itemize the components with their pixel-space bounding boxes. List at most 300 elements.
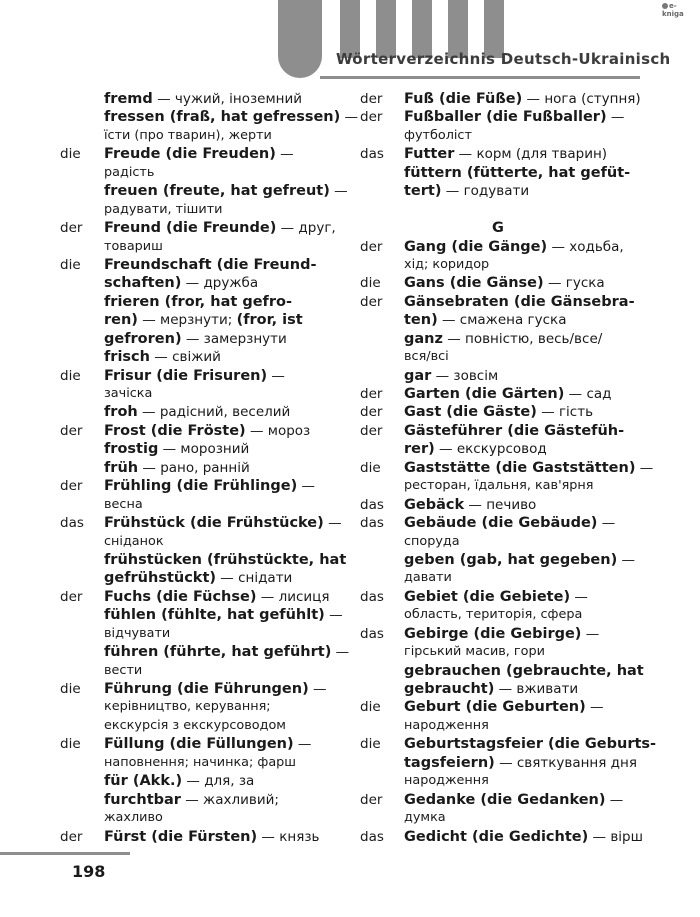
headword: Garten (die Gärten) [404, 386, 565, 402]
translation: радість [104, 164, 155, 180]
dictionary-line [360, 127, 660, 145]
entry-text [404, 293, 635, 311]
dictionary-line [360, 680, 660, 698]
translation: керівництво, керування; [104, 699, 271, 715]
headword: furchtbar [104, 791, 181, 808]
article: der [60, 828, 83, 845]
entry-text [404, 735, 656, 753]
translation: — святкування дня [494, 754, 637, 771]
dictionary-line [360, 717, 660, 735]
translation: жахливо [104, 810, 163, 826]
article: die [60, 146, 81, 163]
headword: Freude (die Freuden) [104, 146, 276, 163]
article: der [60, 220, 83, 237]
entry-text [404, 422, 624, 440]
translation: — [581, 625, 600, 642]
translation: — [293, 736, 312, 753]
dictionary-line [360, 385, 660, 403]
entry-text [404, 588, 588, 606]
headword: ren) [104, 312, 138, 329]
article: der [360, 386, 383, 402]
dictionary-line [360, 422, 660, 440]
entry-text [404, 643, 545, 661]
headword: geben (gab, hat gegeben) [404, 551, 618, 568]
article: die [360, 275, 381, 292]
headword: Fuchs (die Füchse) [104, 588, 257, 605]
translation: весна [104, 496, 143, 512]
entry-text [104, 662, 142, 680]
translation: — мерзнути; [137, 312, 237, 329]
dictionary-line [60, 459, 340, 477]
entry-text [404, 330, 602, 348]
entry-text [404, 514, 615, 532]
translation: — [267, 367, 285, 384]
entry-text [404, 348, 449, 366]
dictionary-line [60, 717, 340, 735]
entry-text [404, 477, 593, 495]
dictionary-line [60, 680, 340, 698]
entry-text [104, 625, 170, 643]
headword: rer) [404, 441, 435, 458]
translation: — дружба [181, 275, 259, 292]
article: das [60, 515, 84, 532]
headword: frieren (fror, hat gefro- [104, 293, 292, 310]
translation: наповнення; начинка; фарш [104, 754, 297, 770]
headword: Gedicht (die Gedichte) [404, 828, 589, 845]
entry-text [104, 643, 349, 661]
entry-text [404, 606, 582, 624]
headword: Frühstück (die Frühstücke) [104, 515, 324, 532]
dictionary-line [60, 164, 340, 182]
translation: — [340, 109, 359, 126]
dictionary-line [360, 828, 660, 846]
entry-text [104, 90, 302, 108]
headword: Fuß (die Füße) [404, 91, 523, 107]
entry-text [404, 256, 489, 274]
dictionary-line [360, 311, 660, 329]
dictionary-line [60, 311, 340, 329]
translation: — радісний, веселий [137, 404, 291, 421]
entry-text [104, 108, 358, 126]
entry-text [404, 385, 612, 403]
headword: Gänsebraten (die Gänsebra- [404, 293, 635, 310]
article: die [60, 736, 81, 753]
dictionary-line [360, 440, 660, 458]
entry-text [104, 828, 319, 846]
headword: Gans (die Gänse) [404, 275, 544, 292]
translation: — [324, 607, 343, 624]
translation: народження [404, 773, 489, 789]
headword: Gebiet (die Gebiete) [404, 588, 571, 605]
article: der [60, 588, 83, 605]
entry-text [404, 182, 529, 200]
translation: — [275, 146, 294, 163]
headword: füttern (fütterte, hat gefüt- [404, 164, 631, 181]
dictionary-line [360, 238, 660, 256]
entry-text [404, 754, 637, 772]
translation: — [606, 109, 625, 126]
dictionary-line [60, 145, 340, 163]
dictionary-line [360, 791, 660, 809]
right-column [360, 90, 660, 846]
dictionary-line [60, 108, 359, 126]
entry-text [404, 108, 624, 126]
headword: tert) [404, 183, 442, 200]
translation: — жахливий; [180, 791, 279, 808]
translation: — друг, [276, 220, 336, 237]
translation: — [635, 459, 654, 476]
translation: — свіжий [149, 349, 221, 366]
translation: зачіска [104, 386, 153, 401]
entry-text [404, 274, 605, 292]
headword: gefrühstückt) [104, 570, 216, 587]
dictionary-line [60, 422, 340, 440]
dictionary-line [360, 367, 660, 385]
headword: frostig [104, 441, 159, 458]
dictionary-line [60, 256, 340, 274]
dictionary-line [360, 569, 660, 587]
dictionary-line [60, 754, 340, 772]
dictionary-line [360, 403, 660, 421]
article: der [360, 238, 383, 255]
translation: — гість [536, 404, 594, 421]
dictionary-line [60, 238, 340, 256]
entry-text [104, 367, 285, 385]
article: die [60, 256, 81, 273]
translation: — сад [564, 386, 612, 402]
dictionary-line [60, 662, 340, 680]
dictionary-line [60, 606, 343, 624]
entry-text [104, 145, 294, 163]
dictionary-line [360, 164, 660, 182]
entry-text [104, 311, 303, 329]
translation: вести [104, 662, 143, 678]
left-column [60, 90, 359, 846]
translation: — чужий, іноземний [152, 91, 303, 107]
article: die [360, 699, 381, 716]
entry-text [404, 145, 607, 163]
headword: gar [404, 367, 432, 384]
translation: — князь [257, 828, 320, 845]
dictionary-line [60, 367, 340, 385]
dictionary-line [360, 348, 660, 366]
dictionary-line [60, 219, 340, 237]
headword: Fußballer (die Fußballer) [404, 109, 607, 126]
dictionary-line [360, 108, 660, 126]
entry-text [404, 809, 446, 827]
article: die [360, 459, 381, 476]
headword: fressen (fraß, hat gefressen) [104, 109, 341, 126]
translation: — рано, ранній [138, 459, 250, 476]
headword: Gast (die Gäste) [404, 404, 537, 421]
entry-text [104, 514, 342, 532]
dictionary-line [60, 477, 340, 495]
translation: — [617, 551, 635, 568]
headword: Geburtstagsfeier (die Geburts- [404, 736, 657, 753]
translation: — годувати [441, 183, 530, 200]
entry-text [104, 403, 290, 421]
translation: — [605, 791, 624, 808]
translation: — [585, 699, 604, 716]
dictionary-line [360, 533, 660, 551]
entry-text [104, 440, 249, 458]
dictionary-line [360, 477, 660, 495]
dictionary-line [60, 348, 340, 366]
headword: Gaststätte (die Gaststätten) [404, 459, 636, 476]
headword: Geburt (die Geburten) [404, 699, 586, 716]
headword: gefroren) [104, 330, 182, 347]
dictionary-line [60, 625, 340, 643]
dictionary-line [360, 496, 660, 514]
translation: футболіст [404, 127, 472, 143]
headword: Gästeführer (die Gästefüh- [404, 422, 625, 439]
headword: Gebirge (die Gebirge) [404, 625, 582, 642]
headword: Fürst (die Fürsten) [104, 828, 258, 845]
entry-text [104, 754, 296, 772]
entry-text [104, 791, 279, 809]
section-letter-label: G [492, 220, 504, 237]
dictionary-line [60, 127, 340, 145]
entry-text [104, 680, 327, 698]
dictionary-line [60, 772, 340, 790]
translation: — для, за [182, 773, 255, 790]
article: die [360, 736, 381, 753]
dictionary-line [60, 274, 340, 292]
translation: їсти (про тварин), жерти [104, 127, 272, 143]
entry-text [404, 698, 604, 716]
entry-text [404, 772, 489, 790]
headword: Gang (die Gänge) [404, 238, 548, 255]
translation: хід; коридор [404, 256, 490, 272]
dictionary-line [60, 828, 340, 846]
headword: gebrauchen (gebrauchte, hat [404, 662, 644, 679]
entry-text [104, 459, 250, 477]
article: die [60, 367, 81, 384]
article: der [60, 422, 83, 439]
translation: гірський масив, гори [404, 644, 545, 660]
translation: споруда [404, 533, 460, 549]
article: das [360, 828, 384, 845]
article: das [360, 515, 384, 532]
headword: Freundschaft (die Freund- [104, 256, 317, 273]
entry-text [404, 533, 460, 551]
headword: Führung (die Führungen) [104, 681, 309, 697]
dictionary-line [360, 625, 660, 643]
header-tab-large [278, 0, 322, 78]
dictionary-line [360, 551, 660, 569]
headword: ganz [404, 330, 443, 347]
dictionary-line [360, 274, 660, 292]
logo-icon [662, 3, 668, 9]
translation: — [297, 478, 315, 495]
dictionary-line [60, 569, 340, 587]
entry-text [104, 735, 311, 753]
dictionary-line [360, 772, 660, 790]
entry-text [104, 274, 258, 292]
dictionary-line [60, 440, 340, 458]
headword: (fror, ist [236, 312, 303, 329]
entry-text [104, 551, 346, 569]
translation: — [308, 681, 327, 697]
header-divider [320, 76, 640, 79]
translation: — [331, 644, 350, 661]
headword: fühlen (fühlte, hat gefühlt) [104, 607, 325, 624]
dictionary-line [60, 496, 340, 514]
entry-text [104, 127, 272, 145]
dictionary-line [360, 735, 660, 753]
translation: — смажена гуска [437, 312, 567, 329]
article: das [360, 625, 384, 642]
headword: gebraucht) [404, 681, 495, 697]
dictionary-line [60, 698, 340, 716]
entry-text [104, 385, 152, 403]
dictionary-line [60, 293, 340, 311]
headword: Frost (die Fröste) [104, 422, 246, 439]
translation: — ходьба, [547, 238, 624, 255]
translation: думка [404, 810, 446, 826]
dictionary-line [60, 791, 340, 809]
translation: вся/всі [404, 349, 449, 365]
translation: ресторан, їдальня, кав'ярня [404, 478, 594, 494]
article: das [360, 496, 384, 513]
article: der [360, 293, 383, 310]
dictionary-line [360, 754, 660, 772]
dictionary-line [360, 698, 660, 716]
headword: Füllung (die Füllungen) [104, 736, 294, 753]
translation: область, територія, сфера [404, 607, 583, 623]
dictionary-line [60, 201, 340, 219]
translation: товариш [104, 238, 163, 254]
dictionary-line [360, 330, 660, 348]
headword: Freund (die Freunde) [104, 220, 277, 237]
entry-text [404, 311, 566, 329]
dictionary-line [360, 90, 660, 108]
entry-text [104, 809, 163, 827]
page-title: Wörterverzeichnis Deutsch-Ukrainisch [336, 50, 671, 68]
headword: Gebäude (die Gebäude) [404, 515, 598, 532]
entry-text [104, 293, 292, 311]
entry-text [104, 348, 221, 366]
translation: — печиво [464, 496, 537, 513]
dictionary-line [60, 330, 340, 348]
entry-text [104, 772, 254, 790]
entry-text [104, 588, 329, 606]
article: der [360, 404, 383, 421]
section-letter [492, 219, 504, 237]
translation: — повністю, весь/все/ [442, 330, 603, 347]
translation: — снідати [216, 570, 293, 587]
entry-text [404, 496, 536, 514]
headword: früh [104, 459, 139, 476]
headword: Gebäck [404, 496, 465, 513]
headword: tagsfeiern) [404, 754, 495, 771]
headword: froh [104, 404, 138, 421]
headword: fremd [104, 91, 153, 107]
dictionary-line [360, 643, 660, 661]
entry-text [404, 367, 498, 385]
dictionary-line [360, 606, 660, 624]
entry-text [104, 569, 292, 587]
translation: давати [404, 570, 452, 586]
dictionary-line [360, 662, 660, 680]
translation: — [570, 588, 588, 605]
article: der [360, 109, 383, 126]
dictionary-line [60, 588, 340, 606]
page-number: 198 [72, 862, 106, 881]
translation: — [323, 515, 342, 532]
publisher-logo: e-kniga [662, 2, 684, 18]
dictionary-line [360, 219, 660, 237]
entry-text [104, 256, 316, 274]
footer-divider [0, 852, 130, 855]
translation: — морозний [158, 441, 250, 458]
translation: — нога (ступня) [522, 91, 641, 107]
article: der [360, 91, 383, 107]
headword: für (Akk.) [104, 773, 183, 790]
dictionary-line [60, 643, 350, 661]
entry-text [404, 828, 643, 846]
translation: — [597, 515, 616, 532]
dictionary-line [360, 459, 660, 477]
dictionary-line [60, 182, 348, 200]
dictionary-line [60, 385, 340, 403]
entry-text [104, 698, 271, 716]
article: die [60, 681, 81, 697]
entry-text [404, 164, 630, 182]
headword: Futter [404, 146, 455, 163]
article: das [360, 146, 384, 163]
article: das [360, 588, 384, 605]
article: der [360, 791, 383, 808]
entry-text [104, 496, 143, 514]
translation: — замерзнути [181, 330, 287, 347]
dictionary-line [360, 256, 660, 274]
headword: frisch [104, 349, 150, 366]
entry-text [104, 533, 164, 551]
translation: — екскурсовод [434, 441, 547, 458]
entry-text [404, 403, 593, 421]
entry-text [404, 238, 624, 256]
entry-text [404, 90, 641, 108]
entry-text [404, 680, 578, 698]
dictionary-line [360, 201, 660, 219]
translation: — гуска [543, 275, 605, 292]
translation: відчувати [104, 625, 171, 641]
translation: народження [404, 717, 489, 733]
article: der [360, 422, 383, 439]
dictionary-line [360, 293, 660, 311]
entry-text [404, 717, 489, 735]
entry-text [404, 791, 623, 809]
entry-text [104, 330, 287, 348]
dictionary-line [60, 551, 347, 569]
translation: екскурсія з екскурсоводом [104, 717, 286, 733]
dictionary-line [360, 182, 660, 200]
entry-text [104, 164, 154, 182]
entry-text [404, 662, 644, 680]
headword: ten) [404, 312, 438, 329]
translation: сніданок [104, 533, 164, 549]
headword: schaften) [104, 275, 182, 292]
translation: — зовсім [431, 367, 499, 384]
translation: — вживати [494, 681, 579, 697]
headword: Frühling (die Frühlinge) [104, 478, 298, 495]
entry-text [404, 127, 472, 145]
translation: радувати, тішити [104, 201, 223, 217]
entry-text [104, 219, 336, 237]
entry-text [104, 606, 343, 624]
entry-text [104, 182, 348, 200]
